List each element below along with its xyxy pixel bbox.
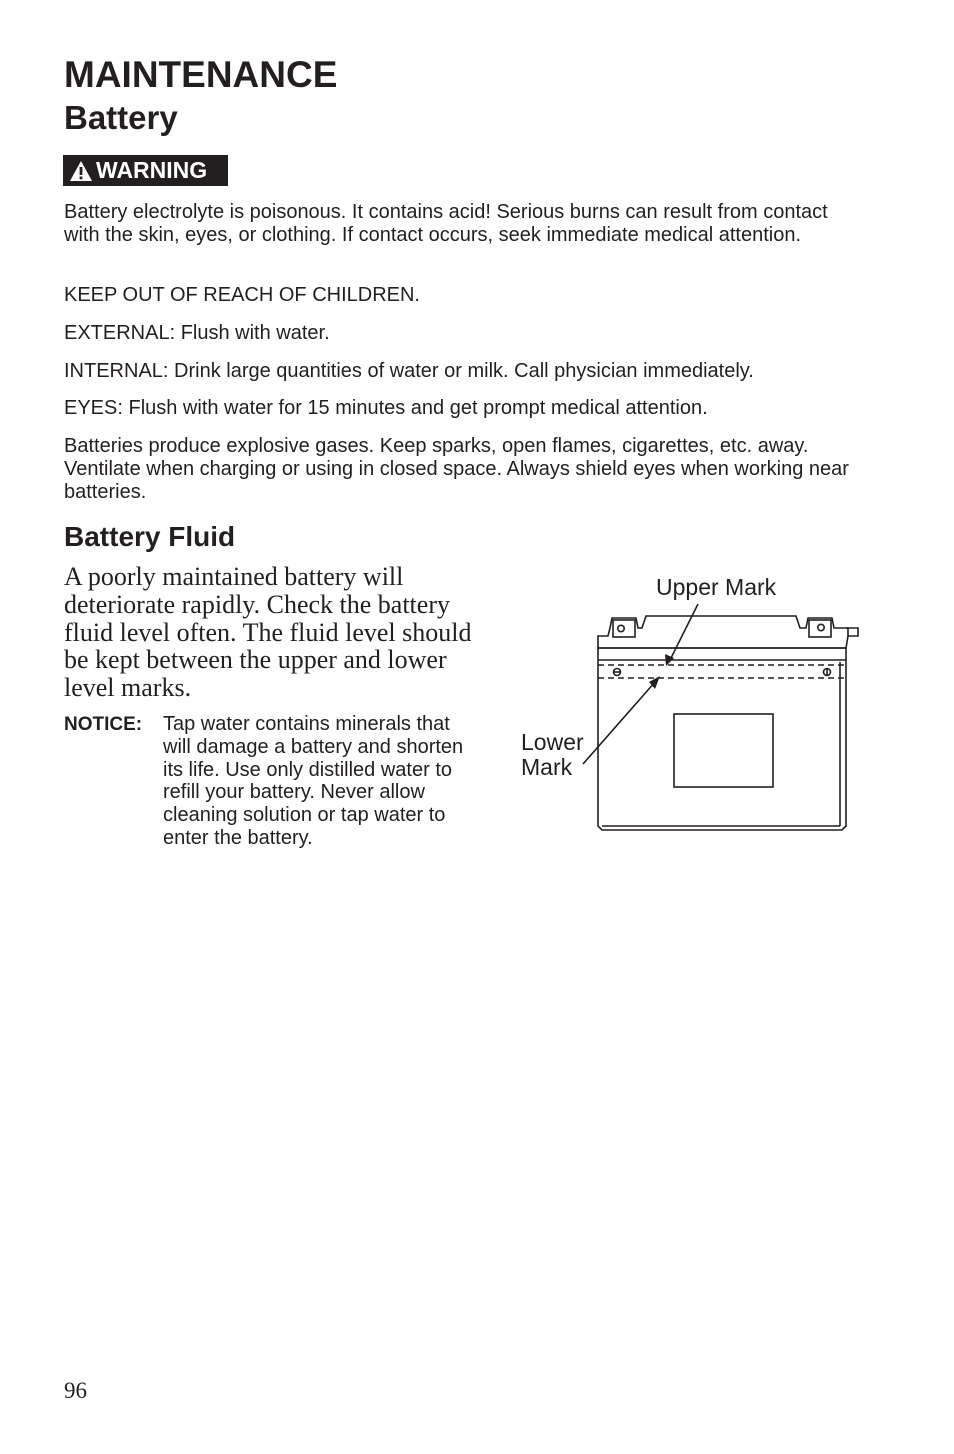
page-number: 96 <box>64 1378 87 1403</box>
page-title: Battery <box>64 99 178 136</box>
lower-mark-label-line2: Mark <box>521 754 573 780</box>
warning-paragraph-3: EXTERNAL: Flush with water. <box>64 322 330 344</box>
warning-label: WARNING <box>96 157 208 183</box>
lower-mark-leader <box>583 682 655 764</box>
warning-paragraph-2: KEEP OUT OF REACH OF CHILDREN. <box>64 284 420 306</box>
battery-fluid-heading: Battery Fluid <box>64 521 236 552</box>
notice-label: NOTICE: <box>64 714 143 735</box>
upper-mark-label: Upper Mark <box>656 574 777 600</box>
upper-mark-leader <box>670 604 698 660</box>
section-title: MAINTENANCE <box>64 54 338 95</box>
warning-paragraph-4: INTERNAL: Drink large quantities of water or milk. Call physician immediately. <box>64 360 754 382</box>
battery-label-panel <box>674 714 773 787</box>
warning-paragraph-5: EYES: Flush with water for 15 minutes and get prompt medical attention. <box>64 397 708 419</box>
warning-paragraph-6: Batteries produce explosive gases. Keep sparks, open flames, cigarettes, etc. away. Ventilate when charging or using in closed space. Always shield eyes when working near batteries. <box>64 435 849 503</box>
lower-mark-label-line1: Lower <box>521 729 584 755</box>
terminal-right <box>809 620 831 637</box>
notice-text: Tap water contains minerals that will damage a battery and shorten its life. Use only distilled water to refill your battery. Never allow cleaning solution or tap water to enter the battery. <box>163 713 464 849</box>
battery-fluid-body: A poorly maintained battery will deteriorate rapidly. Check the battery fluid level often. The fluid level should be kept between the upper and lower level marks. <box>64 562 472 703</box>
warning-paragraph-1: Battery electrolyte is poisonous. It contains acid! Serious burns can result from contact with the skin, eyes, or clothing. If contact occurs, seek immediate medical attention. <box>64 201 828 246</box>
battery-case <box>598 648 846 830</box>
